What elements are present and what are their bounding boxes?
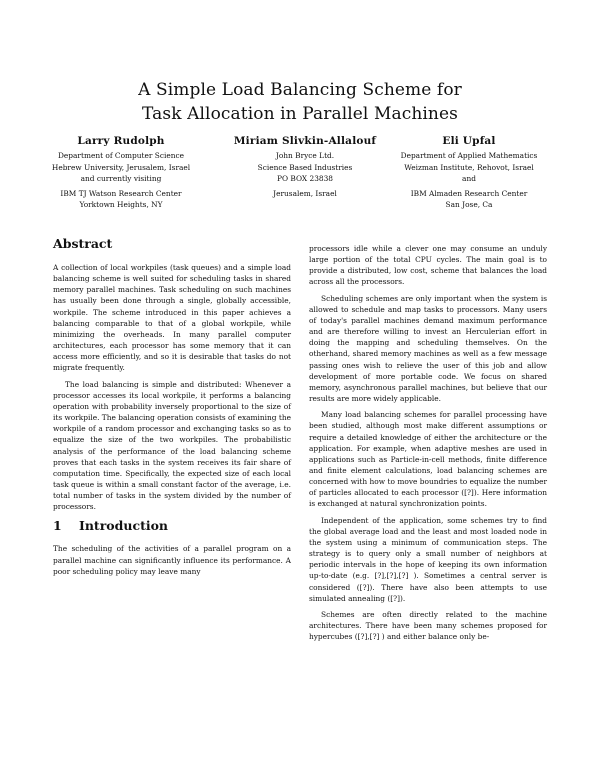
intro-paragraph-4: Independent of the application, some schemes try to find the global average load and the least and most loaded node in the system using a minimum of communication steps. The strategy is to query only a small number of neighbors at periodic intervals in the hope of keeping its own information up-to-date (e.g. [?],[?],[?] ). Sometimes a central server is considered ([?]). There have also been attempts to use simulated annealing ([?]). bbox=[309, 515, 547, 603]
intro-paragraph-1: The scheduling of the activities of a parallel program on a parallel machine can significantly influence its performance. A poor scheduling policy may leave many bbox=[53, 544, 291, 576]
author-affiliation-line: Weizman Institute, Rehovot, Israel bbox=[404, 162, 534, 172]
author-name: Miriam Slivkin-Allalouf bbox=[233, 135, 377, 147]
abstract-heading: Abstract bbox=[53, 236, 113, 251]
intro-paragraph-3: Many load balancing schemes for parallel processing have been studied, although most make different assumptions or require a detailed knowledge of either the architecture or the application. For example, when adaptive meshes are used in applications such as Particle-in-cell methods, finite difference and finite element calculations, load balancing schemes are concerned with how to move boundries to equalize the number of particles allocated to each processor ([?]). Here information is exchanged at natural synchronization points. bbox=[309, 410, 547, 509]
author-affiliation-line: PO BOX 23838 bbox=[277, 174, 333, 183]
author-affiliation-line: Department of Computer Science bbox=[58, 151, 184, 160]
author-block-slivkin-allalouf bbox=[220, 134, 390, 199]
abstract-paragraph-2: The load balancing is simple and distributed: Whenever a processor accesses its local workpile, it performs a balancing operation with probability inversely proportional to the size of its workpile. The balancing operation consists of examining the workpile of a random processor and exchanging tasks so as to equalize the size of the two workpiles. The probabilistic analysis of the performance of the load balancing scheme proves that each tasks in the system receives its fair share of computation time. Specifically, the expected size of each local task queue is within a small constant factor of the average, i.e. total number of tasks in the system divided by the number of processors. bbox=[53, 379, 291, 512]
section-number: 1 bbox=[53, 518, 62, 534]
author-block-rudolph bbox=[36, 134, 206, 211]
abstract-paragraph-1: A collection of local workpiles (task queues) and a simple load balancing scheme is well suited for scheduling tasks in shared memory parallel machines. Task scheduling on such machines has usually been done through a single, globally accessible, workpile. The scheme introduced in this paper achieves a balancing comparable to that of a global workpile, while minimizing the overheads. In many parallel computer architectures, each processor has some memory that it can access more efficiently, and so it is desirable that tasks do not migrate frequently. bbox=[53, 263, 291, 373]
author-affiliation-line: and bbox=[462, 174, 476, 183]
author-affiliation-line: IBM TJ Watson Research Center bbox=[60, 188, 182, 198]
author-affiliation-line: Science Based Industries bbox=[257, 162, 353, 172]
author-affiliation-line: Jerusalem, Israel bbox=[273, 188, 337, 198]
author-affiliation-line: and currently visiting bbox=[80, 174, 162, 183]
author-affiliation-line: IBM Almaden Research Center bbox=[410, 188, 528, 198]
intro-paragraph-continued: processors idle while a clever one may consume an unduly large portion of the total CPU cycles. The main goal is to provide a distributed, low cost, scheme that balances the load across all the processors. bbox=[309, 244, 547, 287]
right-column bbox=[309, 243, 547, 647]
author-affiliation-line: Department of Applied Mathematics bbox=[400, 151, 538, 160]
author-name: Larry Rudolph bbox=[77, 135, 165, 147]
paper-title bbox=[0, 78, 600, 126]
introduction-heading bbox=[53, 518, 291, 534]
author-affiliation-line: Yorktown Heights, NY bbox=[79, 200, 163, 209]
intro-paragraph-2: Scheduling schemes are only important when the system is allowed to schedule and map tasks to processors. Many users of today's parallel machines demand maximum performance and are therefore willing to invest an Herculerian effort in doing the mapping and scheduling themselves. On the otherhand, shared memory machines as well as a few message passing ones wish to relieve the user of this job and allow development of more portable code. We focus on shared memory, asynchronous parallel machines, but believe that our results are more widely applicable. bbox=[309, 293, 547, 404]
author-affiliation-line: John Bryce Ltd. bbox=[275, 151, 335, 160]
author-affiliation-line: San Jose, Ca bbox=[445, 200, 493, 209]
title-line-1: A Simple Load Balancing Scheme for bbox=[138, 80, 462, 100]
section-title: Introduction bbox=[79, 518, 169, 534]
left-column bbox=[53, 236, 291, 582]
author-block-upfal bbox=[384, 134, 554, 211]
author-affiliation-line: Hebrew University, Jerusalem, Israel bbox=[51, 162, 191, 172]
author-name: Eli Upfal bbox=[442, 135, 496, 147]
intro-paragraph-5: Schemes are often directly related to the machine architectures. There have been many schemes proposed for hypercubes ([?],[?] ) and either balance only be- bbox=[309, 609, 547, 642]
title-line-2: Task Allocation in Parallel Machines bbox=[142, 104, 458, 124]
